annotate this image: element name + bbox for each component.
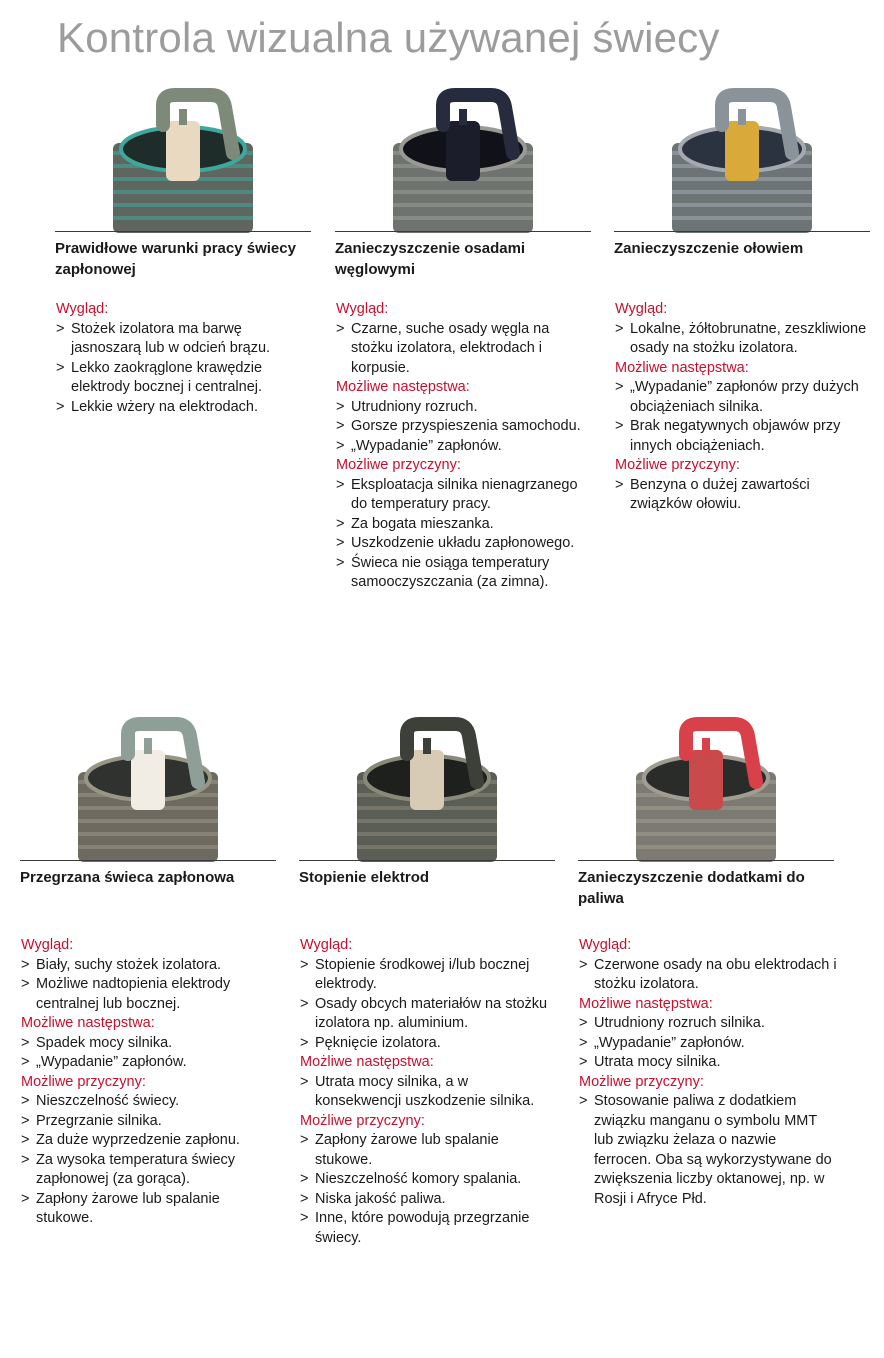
card-title: Stopienie elektrod	[299, 869, 430, 886]
list-item	[615, 320, 873, 359]
bullet-marker: >	[56, 398, 65, 415]
list-item-text: Nieszczelność komory spalania.	[315, 1171, 522, 1187]
bullet-marker: >	[21, 1093, 30, 1109]
list-item	[336, 476, 594, 515]
list-item-text: Stopienie środkowej i/lub bocznej elektrody.	[315, 956, 530, 992]
bullet-marker: >	[300, 1073, 309, 1090]
list-item-text: Lekkie wżery na elektrodach.	[71, 398, 258, 415]
bullet-marker: >	[336, 476, 345, 493]
plug-thread	[393, 203, 533, 207]
bullet-marker: >	[336, 398, 345, 415]
card-divider	[614, 231, 870, 232]
list-item	[300, 1131, 558, 1170]
spark-plug-carbon-fouled-image	[335, 83, 591, 233]
section-list	[300, 956, 558, 1054]
bullet-marker: >	[336, 320, 345, 337]
list-item-text: Utrudniony rozruch silnika.	[594, 1015, 765, 1031]
card-body	[579, 936, 837, 1209]
bullet-marker: >	[336, 535, 345, 551]
card-body	[336, 300, 594, 593]
card-divider	[20, 860, 276, 861]
bullet-marker: >	[300, 956, 309, 973]
plug-thread	[113, 190, 253, 194]
section-label: Możliwe przyczyny:	[336, 457, 461, 473]
card-divider	[578, 860, 834, 861]
bullet-marker: >	[21, 1151, 30, 1168]
plug-thread	[78, 845, 218, 849]
plug-thread	[672, 203, 812, 207]
list-item	[56, 320, 314, 359]
section-label: Wygląd:	[21, 937, 74, 953]
plug-thread	[672, 216, 812, 220]
bullet-marker: >	[56, 320, 65, 337]
list-item	[300, 995, 558, 1034]
plug-insulator	[725, 121, 759, 181]
bullet-marker: >	[300, 1171, 309, 1187]
list-item-text: Uszkodzenie układu zapłonowego.	[351, 535, 575, 551]
bullet-marker: >	[615, 320, 624, 337]
list-item-text: Niska jakość paliwa.	[315, 1190, 446, 1207]
list-item	[56, 359, 314, 398]
card-title: Przegrzana świeca zapłonowa	[20, 869, 235, 886]
section-list	[21, 956, 279, 1015]
card-divider	[55, 231, 311, 232]
section-list	[300, 1073, 558, 1112]
section-label: Możliwe następstwa:	[615, 359, 749, 376]
section-label: Wygląd:	[336, 301, 389, 317]
list-item	[579, 956, 837, 995]
list-item-text: Czarne, suche osady węgla na stożku izolatora, elektrodach i korpusie.	[351, 320, 550, 376]
list-item-text: Pęknięcie izolatora.	[315, 1034, 441, 1051]
list-item-text: Eksploatacja silnika nienagrzanego do temperatury pracy.	[351, 476, 578, 512]
list-item-text: Za duże wyprzedzenie zapłonu.	[36, 1132, 240, 1148]
card-divider	[335, 231, 591, 232]
section-label: Możliwe następstwa:	[336, 379, 470, 395]
list-item-text: „Wypadanie” zapłonów przy dużych obciążeniach silnika.	[630, 379, 859, 415]
list-item	[21, 1092, 279, 1112]
section-label: Możliwe przyczyny:	[21, 1073, 146, 1090]
section-list	[21, 1092, 279, 1229]
list-item-text: Czerwone osady na obu elektrodach i stożku izolatora.	[594, 956, 837, 992]
list-item-text: „Wypadanie” zapłonów.	[36, 1054, 187, 1070]
plug-thread	[357, 819, 497, 823]
list-item-text: Lekko zaokrąglone krawędzie elektrody bocznej i centralnej.	[71, 359, 263, 395]
list-item-text: „Wypadanie” zapłonów.	[594, 1034, 745, 1051]
bullet-marker: >	[21, 1034, 30, 1051]
section-list	[579, 956, 837, 995]
list-item-text: Przegrzanie silnika.	[36, 1112, 162, 1129]
section-list	[579, 1092, 837, 1209]
card-divider	[299, 860, 555, 861]
list-item	[21, 1053, 279, 1073]
list-item	[21, 956, 279, 976]
section-label: Możliwe przyczyny:	[615, 457, 740, 473]
bullet-marker: >	[21, 1190, 30, 1207]
list-item	[336, 515, 594, 535]
section-label: Wygląd:	[579, 937, 632, 953]
bullet-marker: >	[336, 437, 345, 454]
bullet-marker: >	[336, 515, 345, 532]
card-body	[21, 936, 279, 1229]
plug-insulator	[689, 750, 723, 810]
bullet-marker: >	[21, 1132, 30, 1148]
bullet-marker: >	[579, 1034, 588, 1051]
section-list	[336, 476, 594, 593]
card-body	[300, 936, 558, 1248]
section-label: Możliwe następstwa:	[579, 995, 713, 1012]
section-label: Wygląd:	[615, 301, 668, 317]
list-item	[336, 398, 594, 418]
plug-center-electrode	[423, 738, 431, 754]
section-list	[579, 1014, 837, 1073]
bullet-marker: >	[300, 995, 309, 1012]
list-item	[336, 417, 594, 437]
plug-thread	[636, 832, 776, 836]
list-item-text: Benzyna o dużej zawartości związków ołowiu.	[630, 476, 810, 512]
card-title: Zanieczyszczenie ołowiem	[614, 240, 804, 257]
list-item-text: Brak negatywnych objawów przy innych obciążeniach.	[630, 418, 841, 454]
spark-plug-additive-fouled-image	[578, 712, 834, 862]
section-label: Możliwe przyczyny:	[300, 1112, 425, 1129]
bullet-marker: >	[21, 976, 30, 992]
plug-thread	[393, 190, 533, 194]
section-list	[615, 378, 873, 456]
plug-thread	[672, 190, 812, 194]
list-item	[21, 1131, 279, 1151]
section-label: Wygląd:	[56, 301, 109, 317]
list-item	[300, 1170, 558, 1190]
bullet-marker: >	[300, 1190, 309, 1207]
list-item-text: Utrata mocy silnika, a w konsekwencji uszkodzenie silnika.	[315, 1073, 535, 1109]
section-list	[615, 320, 873, 359]
list-item	[56, 398, 314, 418]
bullet-marker: >	[300, 1034, 309, 1051]
card-title: Zanieczyszczenie osadami węglowymi	[335, 240, 526, 278]
plug-thread	[357, 832, 497, 836]
bullet-marker: >	[21, 1054, 30, 1070]
list-item	[21, 1151, 279, 1190]
list-item	[615, 378, 873, 417]
card-body	[56, 300, 314, 417]
bullet-marker: >	[336, 554, 345, 571]
list-item-text: Zapłony żarowe lub spalanie stukowe.	[315, 1132, 499, 1168]
section-label: Możliwe następstwa:	[300, 1054, 434, 1070]
list-item-text: Stosowanie paliwa z dodatkiem związku manganu o symbolu MMT lub związku żelaza o nazwie ferrocen. Oba są wykorzystywane do zwiększenia liczby oktanowej, np. w Rosji i Afryce Płd.	[594, 1093, 832, 1207]
plug-thread	[636, 845, 776, 849]
list-item-text: Stożek izolatora ma barwę jasnoszarą lub w odcień brązu.	[71, 320, 271, 356]
list-item	[300, 1209, 558, 1248]
list-item-text: Zapłony żarowe lub spalanie stukowe.	[36, 1190, 220, 1226]
list-item-text: Za wysoka temperatura świecy zapłonowej (za gorąca).	[36, 1151, 236, 1187]
section-list	[615, 476, 873, 515]
list-item-text: Za bogata mieszanka.	[351, 515, 494, 532]
spark-plug-lead-fouled-image	[614, 83, 870, 233]
list-item-text: Lokalne, żółtobrunatne, zeszkliwione osady na stożku izolatora.	[630, 320, 867, 356]
list-item	[579, 1092, 837, 1209]
list-item	[300, 1034, 558, 1054]
section-list	[300, 1131, 558, 1248]
card-body	[615, 300, 873, 515]
list-item	[336, 320, 594, 379]
section-list	[336, 398, 594, 457]
plug-thread	[78, 832, 218, 836]
list-item	[579, 1014, 837, 1034]
list-item-text: Gorsze przyspieszenia samochodu.	[351, 418, 581, 434]
section-list	[21, 1034, 279, 1073]
list-item	[300, 1073, 558, 1112]
list-item-text: Utrata mocy silnika.	[594, 1054, 721, 1070]
plug-thread	[113, 216, 253, 220]
list-item-text: Inne, które powodują przegrzanie świecy.	[315, 1210, 530, 1246]
bullet-marker: >	[579, 1054, 588, 1070]
list-item	[300, 956, 558, 995]
list-item-text: Osady obcych materiałów na stożku izolatora np. aluminium.	[315, 995, 548, 1031]
section-list	[56, 320, 314, 418]
plug-thread	[357, 845, 497, 849]
bullet-marker: >	[615, 418, 624, 434]
plug-thread	[393, 216, 533, 220]
plug-thread	[636, 819, 776, 823]
bullet-marker: >	[336, 418, 345, 434]
plug-center-electrode	[738, 109, 746, 125]
bullet-marker: >	[579, 1093, 588, 1109]
list-item-text: Spadek mocy silnika.	[36, 1034, 173, 1051]
bullet-marker: >	[56, 359, 65, 376]
list-item	[615, 417, 873, 456]
bullet-marker: >	[615, 476, 624, 493]
list-item-text: Nieszczelność świecy.	[36, 1093, 180, 1109]
list-item-text: Utrudniony rozruch.	[351, 398, 478, 415]
bullet-marker: >	[615, 379, 624, 395]
list-item-text: Biały, suchy stożek izolatora.	[36, 956, 222, 973]
list-item	[21, 975, 279, 1014]
list-item	[579, 1034, 837, 1054]
bullet-marker: >	[579, 956, 588, 973]
list-item	[21, 1112, 279, 1132]
spark-plug-normal-image	[55, 83, 311, 233]
card-title: Prawidłowe warunki pracy świecy zapłonowej	[55, 240, 296, 278]
list-item-text: Świeca nie osiąga temperatury samooczyszczania (za zimna).	[351, 554, 550, 590]
plug-thread	[78, 819, 218, 823]
list-item-text: Możliwe nadtopienia elektrody centralnej lub bocznej.	[36, 976, 231, 1012]
plug-center-electrode	[144, 738, 152, 754]
bullet-marker: >	[21, 956, 30, 973]
list-item	[579, 1053, 837, 1073]
bullet-marker: >	[300, 1210, 309, 1226]
section-label: Możliwe przyczyny:	[579, 1073, 704, 1090]
bullet-marker: >	[21, 1112, 30, 1129]
card-title: Zanieczyszczenie dodatkami do paliwa	[578, 869, 805, 907]
section-list	[336, 320, 594, 379]
list-item	[300, 1190, 558, 1210]
section-label: Możliwe następstwa:	[21, 1015, 155, 1031]
plug-insulator	[446, 121, 480, 181]
plug-thread	[113, 203, 253, 207]
plug-center-electrode	[179, 109, 187, 125]
plug-insulator	[410, 750, 444, 810]
bullet-marker: >	[579, 1015, 588, 1031]
page-title: Kontrola wizualna używanej świecy	[57, 14, 720, 61]
spark-plug-melted-electrodes-image	[299, 712, 555, 862]
list-item	[336, 534, 594, 554]
list-item	[615, 476, 873, 515]
list-item	[21, 1190, 279, 1229]
plug-center-electrode	[459, 109, 467, 125]
bullet-marker: >	[300, 1132, 309, 1148]
section-label: Wygląd:	[300, 937, 353, 953]
list-item	[21, 1034, 279, 1054]
list-item	[336, 554, 594, 593]
plug-center-electrode	[702, 738, 710, 754]
spark-plug-overheated-image	[20, 712, 276, 862]
list-item-text: „Wypadanie” zapłonów.	[351, 437, 502, 454]
plug-insulator	[166, 121, 200, 181]
list-item	[336, 437, 594, 457]
plug-insulator	[131, 750, 165, 810]
